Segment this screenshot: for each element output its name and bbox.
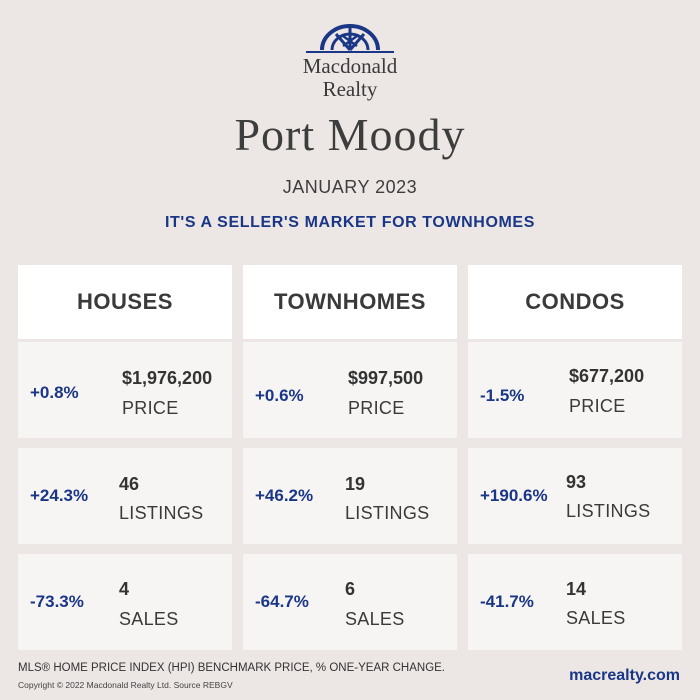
- houses-listings-label: LISTINGS: [119, 503, 204, 523]
- macdonald-realty-logo: [295, 24, 405, 100]
- townhomes-price-value: $997,500: [348, 368, 424, 388]
- condos-sales-cell: [468, 554, 682, 650]
- condos-sales-change: -41.7%: [480, 592, 534, 611]
- website-link[interactable]: macrealty.com: [569, 667, 680, 684]
- houses-price-value: $1,976,200: [122, 368, 213, 388]
- copyright-text: Copyright © 2022 Macdonald Realty Ltd. Source REBGV: [18, 680, 233, 690]
- condos-price-cell: [468, 342, 682, 438]
- townhomes-listings-value: 19: [345, 474, 366, 494]
- townhomes-listings-cell: [243, 448, 457, 544]
- houses-sales-value: 4: [119, 579, 130, 599]
- townhomes-price-change: +0.6%: [255, 386, 304, 405]
- townhomes-listings-change: +46.2%: [255, 486, 314, 505]
- houses-sales-label: SALES: [119, 609, 179, 629]
- brand-name-line1: Macdonald: [302, 54, 398, 78]
- condos-sales-value: 14: [566, 579, 587, 599]
- arch-logo-icon: [300, 24, 400, 54]
- condos-listings-label: LISTINGS: [566, 501, 651, 521]
- townhomes-sales-value: 6: [345, 579, 356, 599]
- townhomes-price-label: PRICE: [348, 398, 405, 418]
- page-title: Port Moody: [234, 109, 466, 160]
- condos-listings-value: 93: [566, 472, 587, 492]
- report-period: JANUARY 2023: [282, 177, 418, 197]
- townhomes-sales-cell: [243, 554, 457, 650]
- houses-listings-value: 46: [119, 474, 140, 494]
- condos-header: CONDOS: [468, 265, 682, 339]
- condos-price-value: $677,200: [569, 366, 645, 386]
- houses-price-label: PRICE: [122, 398, 179, 418]
- houses-price-cell: [18, 342, 232, 438]
- condos-price-label: PRICE: [569, 396, 626, 416]
- townhomes-header: TOWNHOMES: [243, 265, 457, 339]
- brand-name-line2: Realty: [322, 77, 378, 101]
- houses-listings-change: +24.3%: [30, 486, 89, 505]
- houses-header: HOUSES: [18, 265, 232, 339]
- condos-listings-change: +190.6%: [480, 486, 548, 505]
- condos-sales-label: SALES: [566, 608, 626, 628]
- townhomes-listings-label: LISTINGS: [345, 503, 430, 523]
- market-headline: IT'S A SELLER'S MARKET FOR TOWNHOMES: [165, 214, 535, 231]
- hpi-footnote: MLS® HOME PRICE INDEX (HPI) BENCHMARK PRICE, % ONE-YEAR CHANGE.: [18, 662, 446, 674]
- houses-sales-change: -73.3%: [30, 592, 84, 611]
- townhomes-price-cell: [243, 342, 457, 438]
- houses-sales-cell: [18, 554, 232, 650]
- condos-price-change: -1.5%: [480, 386, 525, 405]
- townhomes-sales-label: SALES: [345, 609, 405, 629]
- townhomes-sales-change: -64.7%: [255, 592, 309, 611]
- houses-listings-cell: [18, 448, 232, 544]
- condos-listings-cell: [468, 448, 682, 544]
- houses-price-change: +0.8%: [30, 383, 79, 402]
